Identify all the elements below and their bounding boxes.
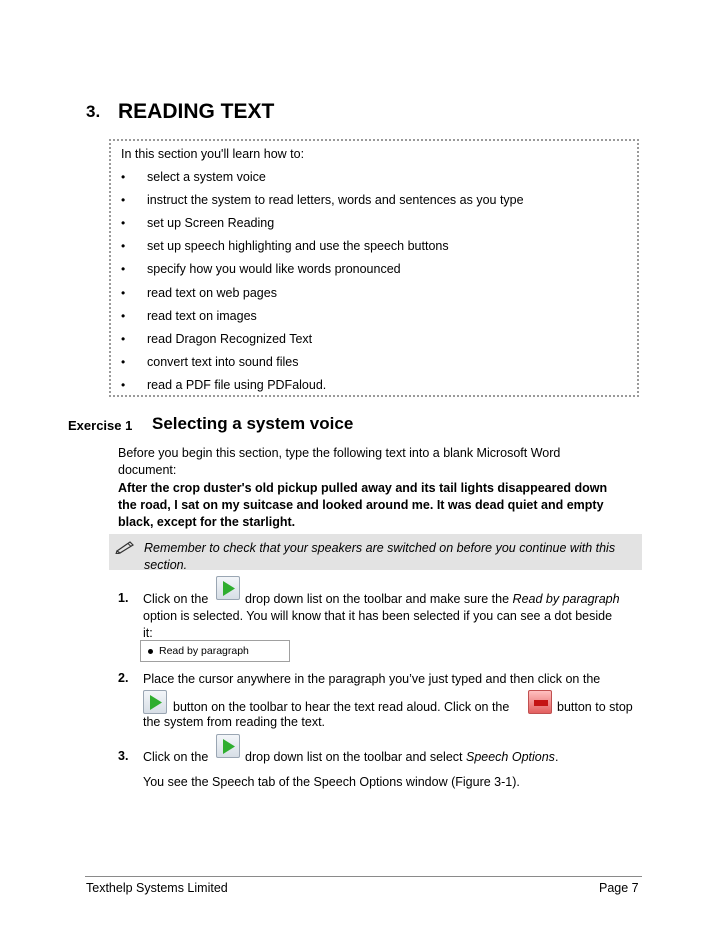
exercise-label: Exercise 1	[68, 418, 133, 433]
sample-text	[118, 480, 638, 531]
play-button[interactable]	[216, 576, 240, 600]
step-line: it:	[143, 626, 153, 640]
objective-text: select a system voice	[147, 170, 266, 184]
stop-button[interactable]	[528, 690, 552, 714]
play-icon	[223, 581, 235, 596]
step-text: Click on the	[143, 592, 209, 606]
step-text: button to stop	[557, 700, 633, 714]
step-text: button on the toolbar to hear the text read aloud. Click on the	[173, 700, 510, 714]
play-button[interactable]	[143, 690, 167, 714]
stop-icon	[534, 700, 548, 706]
radio-dot-icon	[148, 649, 153, 654]
sample-line: the road, I sat on my suitcase and looked around me. It was dead quiet and empty	[118, 498, 604, 512]
step-text: Click on the	[143, 750, 209, 764]
objective-text: read a PDF file using PDFaloud.	[147, 378, 327, 392]
step-number: 3.	[118, 749, 129, 763]
footer-company: Texthelp Systems Limited	[86, 881, 228, 895]
play-icon	[150, 695, 162, 710]
bullet-icon: •	[121, 239, 126, 253]
objective-text: specify how you would like words pronounced	[147, 262, 401, 276]
section-number: 3.	[86, 102, 101, 121]
sample-line: black, except for the starlight.	[118, 515, 296, 529]
step-text: the system from reading the text.	[143, 715, 326, 729]
step-text	[245, 749, 558, 766]
objective-text: read text on web pages	[147, 286, 277, 300]
exercise-title: Selecting a system voice	[152, 414, 354, 433]
step-number: 1.	[118, 591, 129, 605]
option-name: Read by paragraph	[512, 592, 620, 606]
objective-text: set up speech highlighting and use the speech buttons	[147, 239, 449, 253]
sample-line: After the crop duster's old pickup pulled away and its tail lights disappeared down	[118, 481, 608, 495]
note-line: section.	[144, 558, 188, 572]
step-text: You see the Speech tab of the Speech Options window (Figure 3-1).	[143, 775, 520, 789]
radio-label: Read by paragraph	[159, 645, 249, 657]
intro-line: Before you begin this section, type the following text into a blank Microsoft Word	[118, 446, 561, 460]
note-text	[144, 540, 640, 574]
section-title: READING TEXT	[118, 100, 275, 123]
bullet-icon: •	[121, 262, 126, 276]
footer-rule	[85, 876, 642, 877]
intro-line: document:	[118, 463, 177, 477]
step-text	[143, 608, 643, 642]
bullet-icon: •	[121, 332, 126, 346]
objective-text: read Dragon Recognized Text	[147, 332, 313, 346]
objective-text: set up Screen Reading	[147, 216, 275, 230]
bullet-icon: •	[121, 193, 126, 207]
bullet-icon: •	[121, 378, 126, 392]
bullet-icon: •	[121, 170, 126, 184]
play-button[interactable]	[216, 734, 240, 758]
step-line: option is selected. You will know that it has been selected if you can see a dot beside	[143, 609, 613, 623]
pencil-note-icon	[115, 540, 135, 554]
footer-page-number: Page 7	[599, 881, 639, 895]
bullet-icon: •	[121, 286, 126, 300]
step-text-part: drop down list on the toolbar and make sure the	[245, 592, 510, 606]
step-text	[245, 591, 620, 608]
objective-text: read text on images	[147, 309, 257, 323]
step-text: Place the cursor anywhere in the paragraph you’ve just typed and then click on the	[143, 672, 601, 686]
bullet-icon: •	[121, 216, 126, 230]
step-number: 2.	[118, 671, 129, 685]
play-icon	[223, 739, 235, 754]
option-name: Speech Options	[465, 750, 555, 764]
exercise-intro	[118, 445, 638, 479]
read-by-paragraph-option[interactable]	[140, 640, 290, 662]
step-text-part: .	[554, 750, 559, 764]
objective-text: instruct the system to read letters, words and sentences as you type	[147, 193, 524, 207]
bullet-icon: •	[121, 355, 126, 369]
note-line: Remember to check that your speakers are switched on before you continue with this	[144, 541, 616, 555]
objective-text: convert text into sound files	[147, 355, 299, 369]
bullet-icon: •	[121, 309, 126, 323]
objectives-intro: In this section you'll learn how to:	[121, 147, 305, 161]
step-text-part: drop down list on the toolbar and select	[245, 750, 463, 764]
